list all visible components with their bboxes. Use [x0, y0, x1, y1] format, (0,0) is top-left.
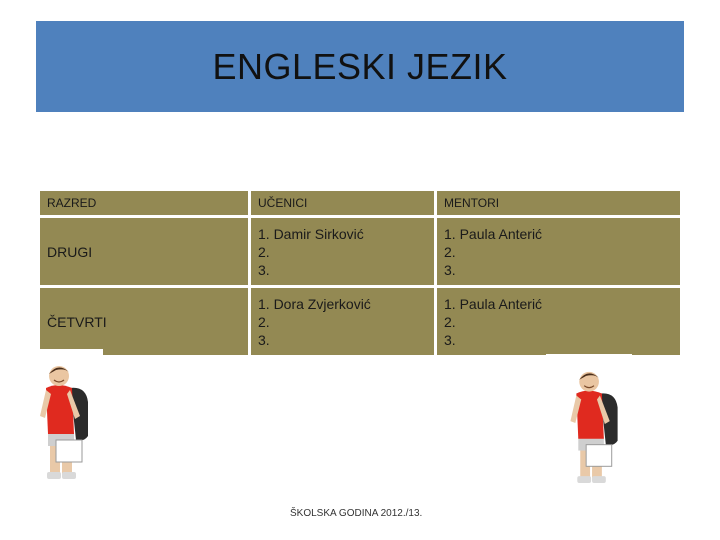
page-title: ENGLESKI JEZIK: [212, 45, 508, 87]
image-frame-right-cover: [546, 354, 632, 365]
header-mentori: MENTORI: [437, 191, 680, 218]
list-item: 1. Paula Anterić: [444, 295, 543, 312]
cell-razred: DRUGI: [40, 218, 251, 288]
list-item: 1. Dora Zvjerković: [258, 295, 371, 312]
list-item: 2.: [444, 243, 456, 260]
cell-mentori: [437, 288, 680, 358]
table-row: [40, 218, 680, 288]
list-item: 3.: [444, 331, 456, 348]
table-header-row: [40, 191, 680, 218]
student-image-left: [36, 362, 94, 480]
header-ucenici: UČENICI: [251, 191, 437, 218]
student-image-right: [566, 368, 624, 484]
footer-school-year: ŠKOLSKA GODINA 2012./13.: [290, 508, 423, 519]
cell-razred: ČETVRTI: [40, 288, 251, 358]
students-table: [40, 191, 680, 358]
list-item: 2.: [258, 243, 270, 260]
student-figure: [40, 366, 88, 479]
student-figure: [570, 372, 617, 483]
list-item: 2.: [444, 313, 456, 330]
header-razred: RAZRED: [40, 191, 251, 218]
cell-ucenici: [251, 218, 437, 288]
list-item: 1. Damir Sirković: [258, 225, 364, 242]
list-item: 1. Paula Anterić: [444, 225, 543, 242]
list-item: 3.: [258, 331, 270, 348]
list-item: 3.: [258, 261, 270, 278]
cell-mentori: [437, 218, 680, 288]
list-item: 2.: [258, 313, 270, 330]
cell-ucenici: [251, 288, 437, 358]
list-item: 3.: [444, 261, 456, 278]
title-banner: [36, 21, 684, 112]
table-row: [40, 288, 680, 358]
